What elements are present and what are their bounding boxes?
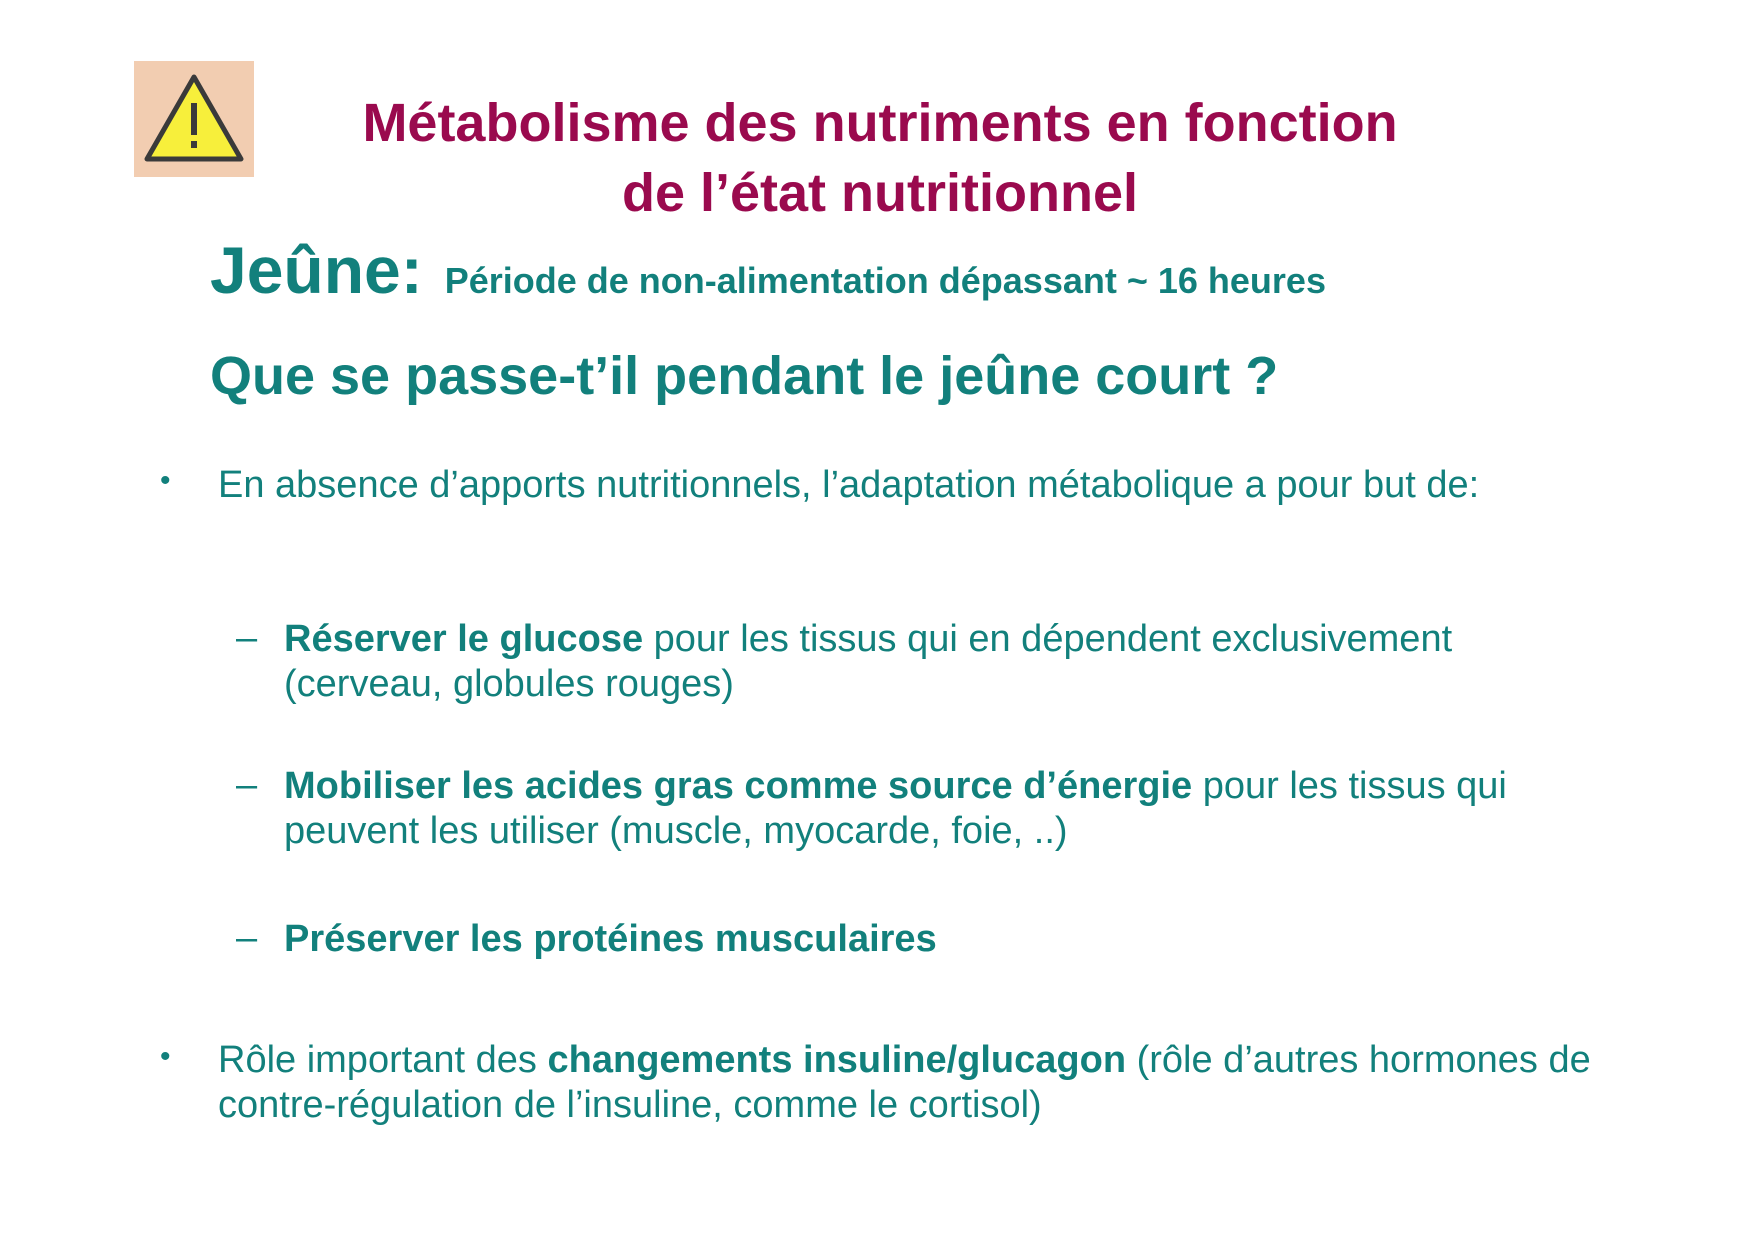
- jeune-heading: Jeûne:: [210, 233, 423, 307]
- sub-item-3: [284, 917, 1614, 962]
- sub-item-1-bold: Réserver le glucose: [284, 618, 644, 660]
- bullet-marker-2: •: [160, 1040, 171, 1073]
- sub-item-3-bold: Préserver les protéines musculaires: [284, 918, 937, 960]
- bullet-item-2-bold: changements insuline/glucagon: [547, 1039, 1127, 1081]
- sub-item-2-bold: Mobiliser les acides gras comme source d’énergie: [284, 765, 1193, 807]
- sub-item-2-text: pour les tissus qui peuvent les utiliser (muscle, myocarde, foie, ..): [284, 765, 1507, 852]
- dash-marker-2: –: [236, 764, 258, 806]
- dash-marker-3: –: [236, 917, 258, 959]
- title-line-2: de l’état nutritionnel: [621, 163, 1138, 223]
- bullet-item-2: [218, 1038, 1598, 1128]
- jeune-definition: Période de non-alimentation dépassant ~ 16 heures: [444, 260, 1326, 301]
- jeune-definition-line: [210, 232, 1326, 308]
- bullet-marker-1: •: [160, 464, 171, 497]
- bullet-item-1: En absence d’apports nutritionnels, l’adaptation métabolique a pour but de:: [218, 464, 1480, 506]
- bullet-item-2-pre: Rôle important des: [218, 1039, 548, 1081]
- question-heading: Que se passe-t’il pendant le jeûne court ?: [210, 346, 1279, 406]
- bullet-item-2-post: (rôle d’autres hormones de contre-régulation de l’insuline, comme le cortisol): [218, 1039, 1591, 1126]
- dash-marker-1: –: [236, 617, 258, 659]
- slide-title: [180, 88, 1580, 228]
- title-line-1: Métabolisme des nutriments en fonction: [362, 93, 1398, 153]
- sub-item-1: [284, 617, 1614, 707]
- sub-item-2: [284, 764, 1614, 854]
- sub-item-1-text: pour les tissus qui en dépendent exclusivement (cerveau, globules rouges): [284, 618, 1453, 705]
